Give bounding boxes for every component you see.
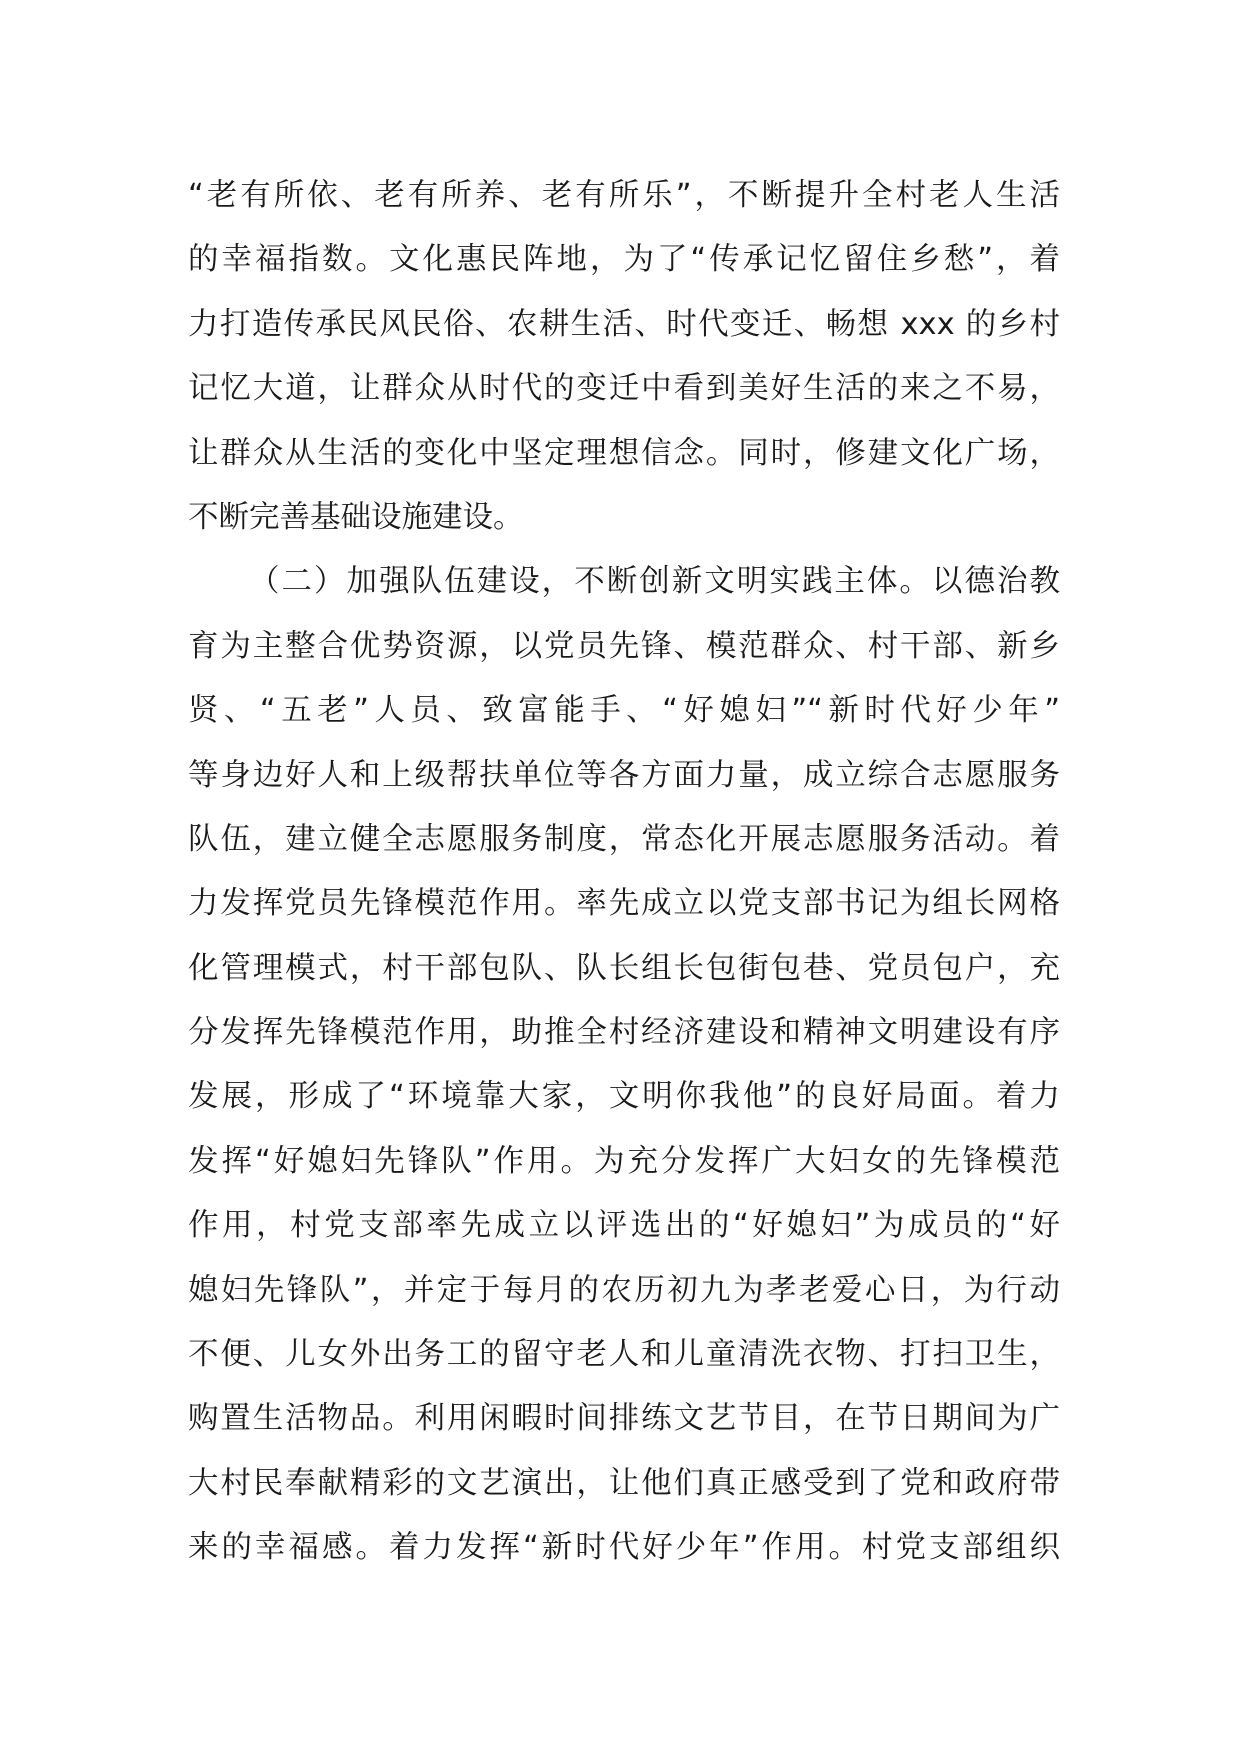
paragraph-line: 分发挥先锋模范作用，助推全村经济建设和精神文明建设有序 [188,1015,1060,1051]
paragraph-line: 不断完善基础设施建设。 [188,499,524,535]
paragraph-line: 队伍，建立健全志愿服务制度，常态化开展志愿服务活动。着 [188,821,1060,857]
paragraph-line: “老有所依、老有所养、老有所乐”，不断提升全村老人生活 [188,178,1060,213]
paragraph-line: 大村民奉献精彩的文艺演出，让他们真正感受到了党和政府带 [188,1465,1060,1501]
paragraph-line: 让群众从生活的变化中坚定理想信念。同时，修建文化广场， [188,435,1060,471]
paragraph-line: 力打造传承民风民俗、农耕生活、时代变迁、畅想 xxx 的乡村 [188,306,1060,342]
paragraph-line: 贤、“五老”人员、致富能手、“好媳妇”“新时代好少年” [188,693,1060,729]
paragraph-line: 作用，村党支部率先成立以评选出的“好媳妇”为成员的“好 [188,1208,1060,1244]
paragraph-line: 购置生活物品。利用闲暇时间排练文艺节目，在节日期间为广 [188,1401,1060,1437]
paragraph-line: 发挥“好媳妇先锋队”作用。为充分发挥广大妇女的先锋模范 [188,1143,1060,1179]
paragraph-line: 发展，形成了“环境靠大家，文明你我他”的良好局面。着力 [188,1079,1060,1115]
paragraph-line: 来的幸福感。着力发挥“新时代好少年”作用。村党支部组织 [188,1530,1060,1566]
paragraph-line: 等身边好人和上级帮扶单位等各方面力量，成立综合志愿服务 [188,757,1060,793]
paragraph-line: 记忆大道，让群众从时代的变迁中看到美好生活的来之不易， [188,371,1060,407]
paragraph-line: 的幸福指数。文化惠民阵地，为了“传承记忆留住乡愁”，着 [188,242,1060,278]
paragraph-line: 力发挥党员先锋模范作用。率先成立以党支部书记为组长网格 [188,886,1060,922]
section-heading-line: （二）加强队伍建设，不断创新文明实践主体。以德治教 [249,564,1060,600]
paragraph-line: 育为主整合优势资源，以党员先锋、模范群众、村干部、新乡 [188,628,1060,664]
paragraph-line: 不便、儿女外出务工的留守老人和儿童清洗衣物、打扫卫生， [188,1337,1060,1373]
paragraph-line: 化管理模式，村干部包队、队长组长包街包巷、党员包户，充 [188,950,1060,986]
paragraph-line: 媳妇先锋队”，并定于每月的农历初九为孝老爱心日，为行动 [188,1272,1060,1308]
body-text [188,164,1060,1581]
